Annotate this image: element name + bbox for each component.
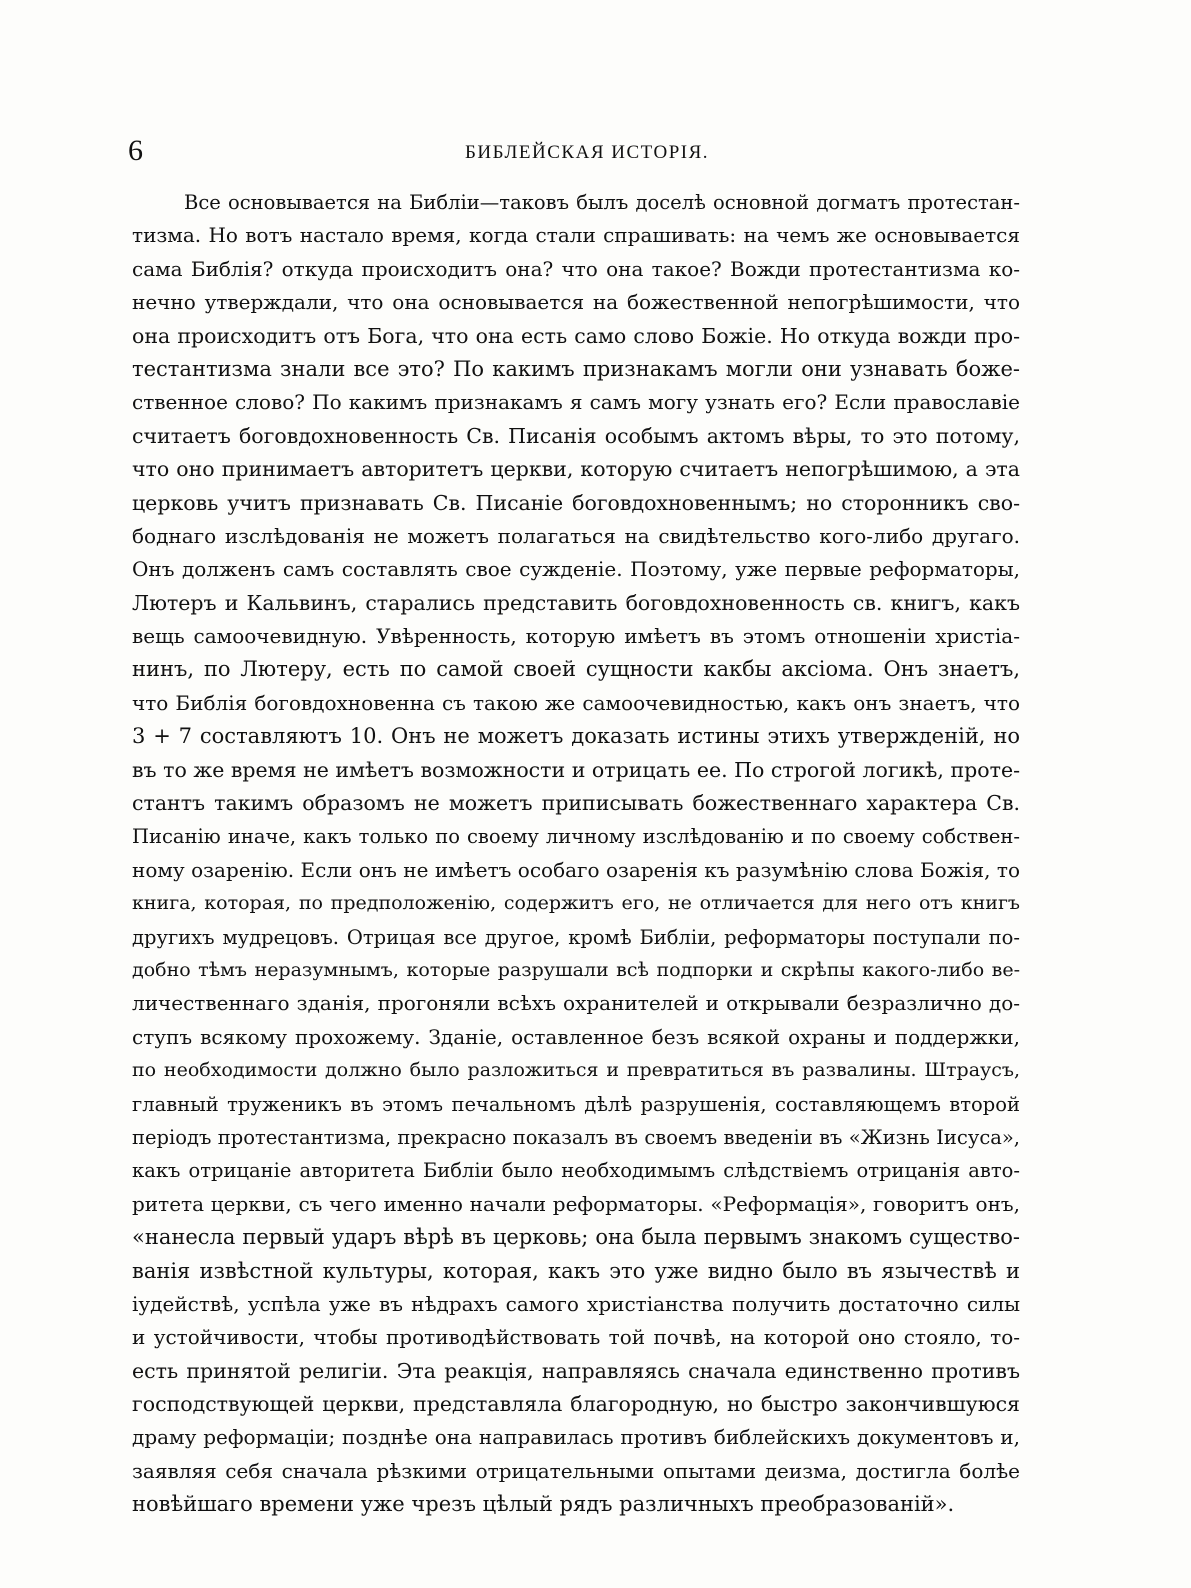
- text-line: новѣйшаго времени уже чрезъ цѣлый рядъ различныхъ преобразованій».: [132, 1492, 955, 1517]
- text-line: есть принятой религіи. Эта реакція, направляясь сначала единственно противъ: [132, 1358, 1020, 1383]
- text-line: главный труженикъ въ этомъ печальномъ дѣлѣ разрушенія, составляющемъ второй: [132, 1092, 1020, 1116]
- text-line: заявляя себя сначала рѣзкими отрицательными опытами деизма, достигла болѣе: [132, 1458, 1020, 1483]
- text-line: какъ отрицаніе авторитета Библіи было необходимымъ слѣдствіемъ отрицанія авто-: [132, 1159, 1020, 1183]
- text-line: ственное слово? По какимъ признакамъ я самъ могу узнать его? Если православіе: [132, 390, 1020, 415]
- text-line: господствующей церкви, представляла благородную, но быстро закончившуюся: [132, 1392, 1020, 1417]
- text-line: Лютеръ и Кальвинъ, старались представить боговдохновенность св. книгъ, какъ: [132, 590, 1020, 615]
- text-line: ступъ всякому прохожему. Зданіе, оставленное безъ всякой охраны и поддержки,: [132, 1024, 1020, 1049]
- text-line: стантъ такимъ образомъ не можетъ приписывать божественнаго характера Св.: [132, 791, 1020, 816]
- text-line: нинъ, по Лютеру, есть по самой своей сущности какбы аксіома. Онъ знаетъ,: [132, 657, 1020, 682]
- text-line: считаетъ боговдохновенность Св. Писанія особымъ актомъ вѣры, то это потому,: [132, 423, 1020, 448]
- text-line: Все основывается на Библіи—таковъ былъ доселѣ основной догматъ протестан-: [184, 191, 1020, 214]
- text-line: она происходитъ отъ Бога, что она есть само слово Божіе. Но откуда вожди про-: [132, 323, 1020, 348]
- text-line: вещь самоочевидную. Увѣренность, которую имѣетъ въ этомъ отношеніи христіа-: [132, 624, 1020, 649]
- text-line: и устойчивости, чтобы противодѣйствовать той почвѣ, на которой оно стояло, то-: [132, 1325, 1020, 1350]
- text-line: боднаго изслѣдованія не можетъ полагаться на свидѣтельство кого-либо другаго.: [132, 523, 1020, 548]
- text-line: по необходимости должно было разложиться и превратиться въ развалины. Штраусъ,: [132, 1059, 1020, 1082]
- text-line: тизма. Но вотъ настало время, когда стали спрашивать: на чемъ же основывается: [132, 223, 1020, 248]
- text-line: что оно принимаетъ авторитетъ церкви, которую считаетъ непогрѣшимою, а эта: [132, 457, 1020, 482]
- text-line: Онъ долженъ самъ составлять свое сужденіе. Поэтому, уже первые реформаторы,: [132, 557, 1020, 582]
- running-head: [128, 133, 1046, 173]
- text-line: періодъ протестантизма, прекрасно показалъ въ своемъ введеніи въ «Жизнь Іисуса»,: [132, 1125, 1020, 1149]
- body-paragraph: [132, 186, 1020, 1522]
- text-line: драму реформаціи; позднѣе она направилась противъ библейскихъ документовъ и,: [132, 1425, 1020, 1450]
- text-line: добно тѣмъ неразумнымъ, которые разрушали всѣ подпорки и скрѣпы какого-либо ве-: [132, 958, 1020, 981]
- text-line: нечно утверждали, что она основывается на божественной непогрѣшимости, что: [132, 290, 1020, 315]
- text-line: книга, которая, по предположенію, содержитъ его, не отличается для него отъ книгъ: [132, 892, 1020, 915]
- text-line: «нанесла первый ударъ вѣрѣ въ церковь; она была первымъ знакомъ существо-: [132, 1225, 1020, 1250]
- text-line: тестантизма знали все это? По какимъ признакамъ могли они узнавать боже-: [132, 356, 1020, 381]
- text-line: другихъ мудрецовъ. Отрицая все другое, кромѣ Библіи, реформаторы поступали по-: [132, 925, 1020, 949]
- text-line: ритета церкви, съ чего именно начали реформаторы. «Реформація», говоритъ онъ,: [132, 1191, 1020, 1216]
- text-line: сама Библія? откуда происходитъ она? что она такое? Вожди протестантизма ко-: [132, 256, 1020, 281]
- text-line: церковь учитъ признавать Св. Писаніе боговдохновеннымъ; но сторонникъ сво-: [132, 490, 1020, 515]
- page-number: 6: [128, 134, 143, 167]
- text-line: іудействѣ, успѣла уже въ нѣдрахъ самого христіанства получить достаточно силы: [132, 1291, 1020, 1316]
- text-line: 3 + 7 составляютъ 10. Онъ не можетъ доказать истины этихъ утвержденій, но: [132, 724, 1020, 749]
- text-line: въ то же время не имѣетъ возможности и отрицать ее. По строгой логикѣ, протe-: [132, 757, 1020, 782]
- text-line: ному озаренію. Если онъ не имѣетъ особаго озаренія къ разумѣнію слова Божія, то: [132, 857, 1020, 882]
- text-line: Писанію иначе, какъ только по своему личному изслѣдованію и по своему собствен-: [132, 825, 1020, 849]
- text-line: ванія извѣстной культуры, которая, какъ это уже видно было въ язычествѣ и: [132, 1258, 1020, 1283]
- text-line: личественнаго зданія, прогоняли всѣхъ охранителей и открывали безразлично до-: [132, 991, 1020, 1016]
- running-title: БИБЛЕЙСКАЯ ИСТОРІЯ.: [464, 142, 710, 163]
- text-line: что Библія боговдохновенна съ такою же самоочевидностью, какъ онъ знаетъ, что: [132, 690, 1020, 715]
